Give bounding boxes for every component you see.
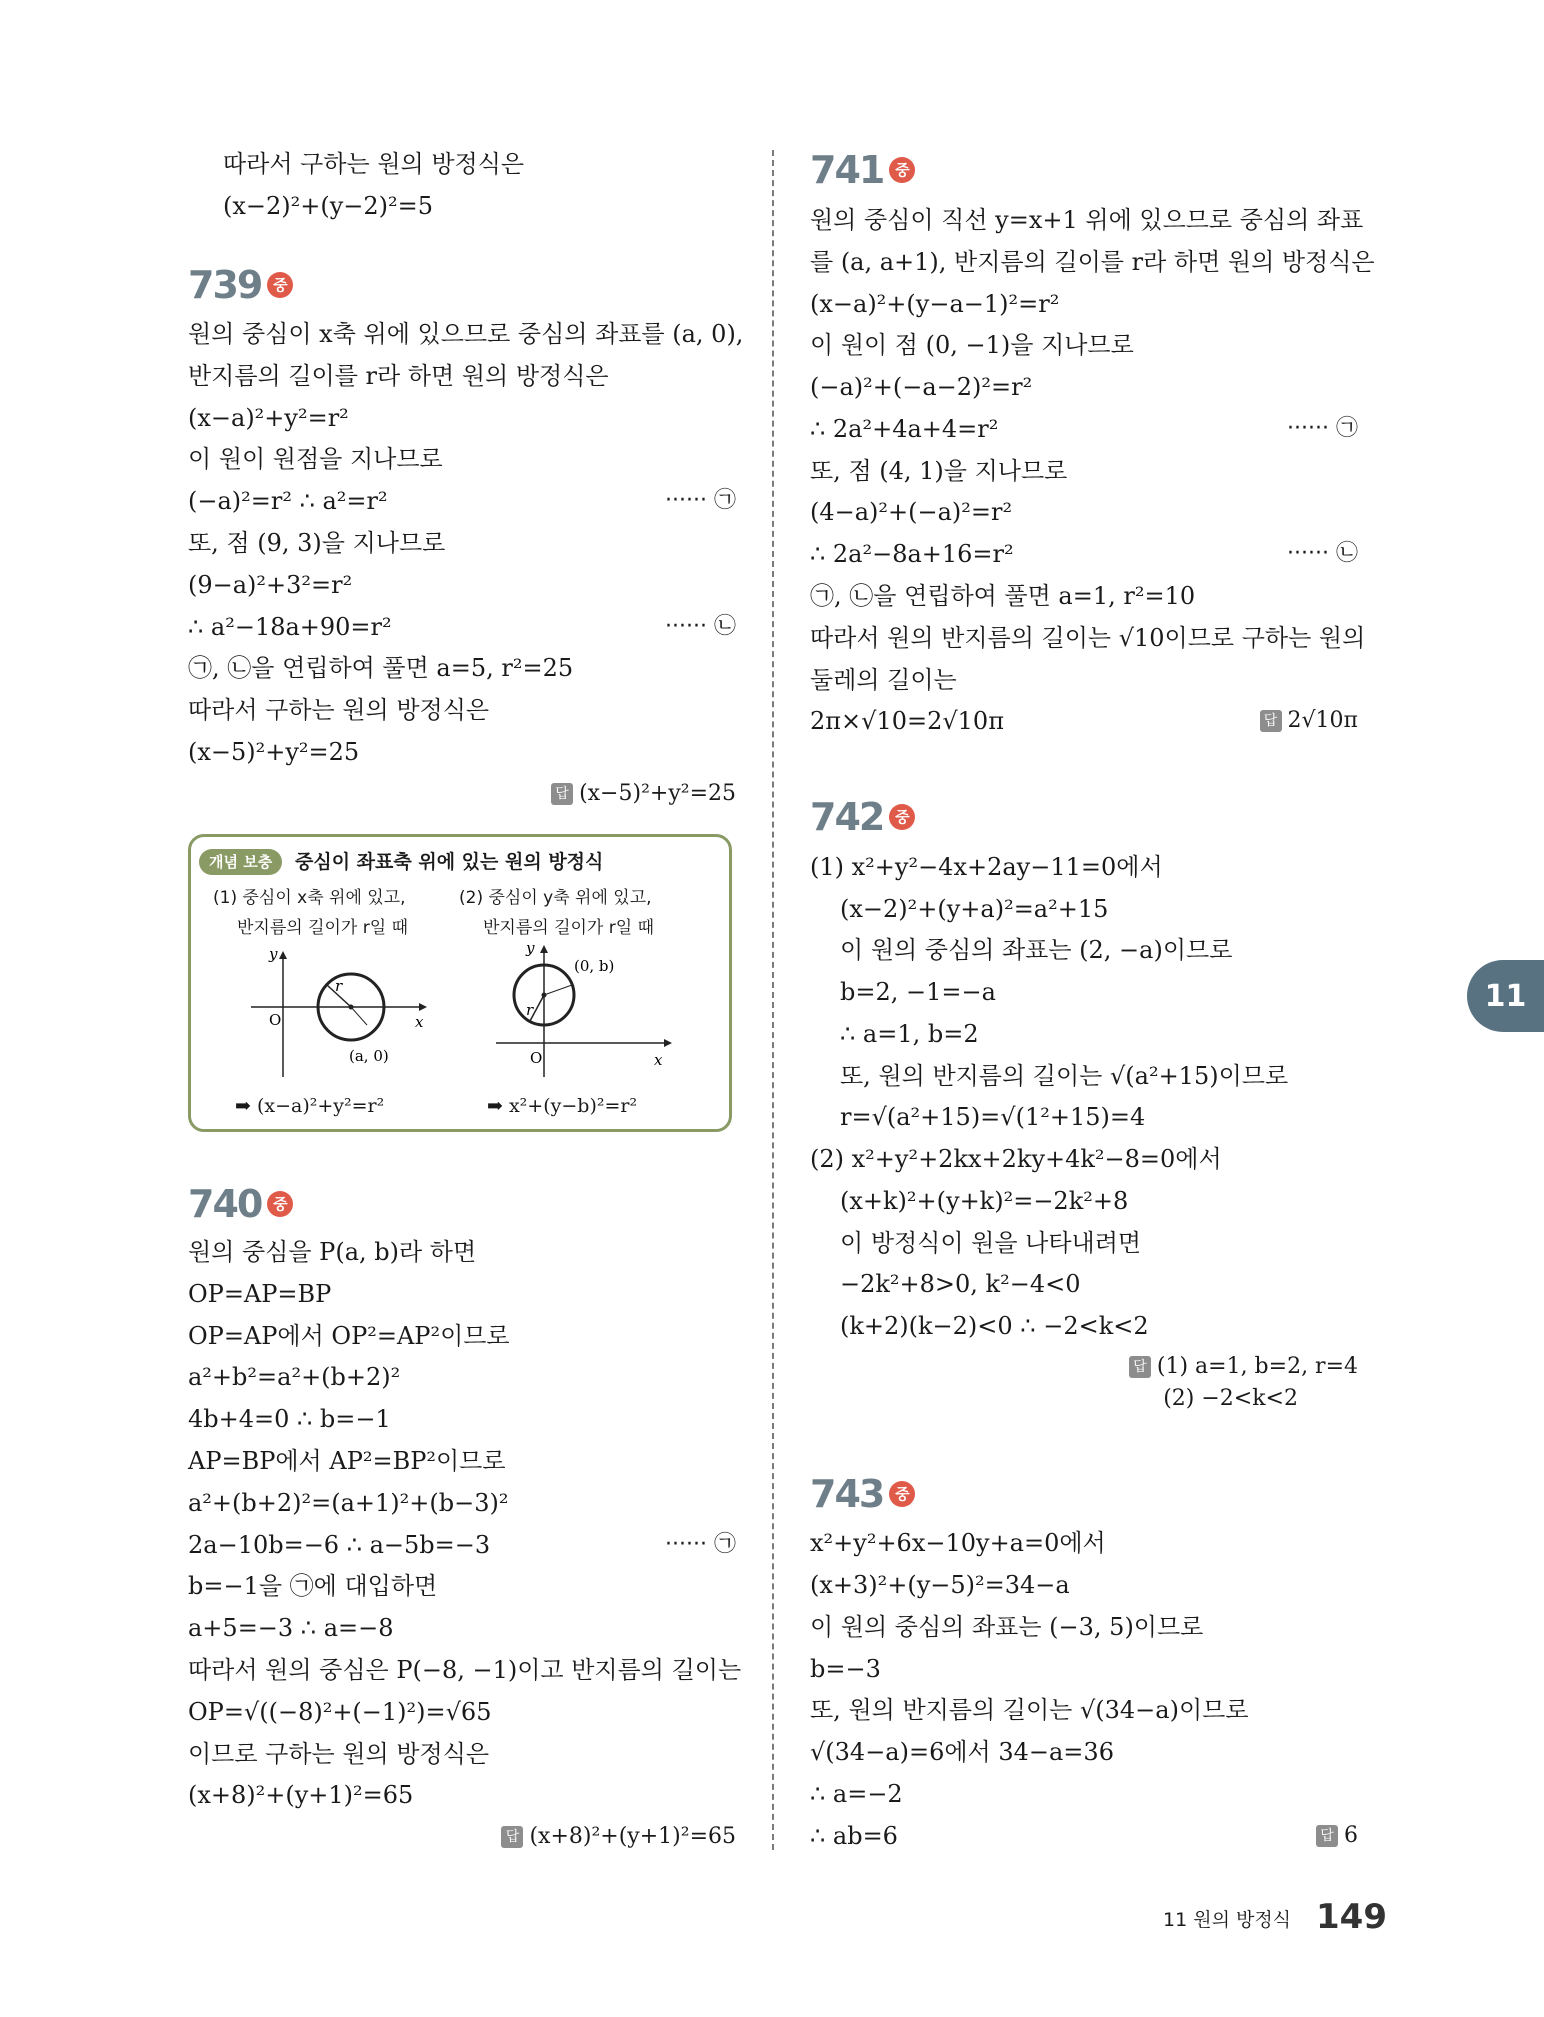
answer xyxy=(1316,1821,1358,1851)
text-line: a²+(b+2)²=(a+1)²+(b−3)² xyxy=(188,1489,509,1517)
text-line: a²+b²=a²+(b+2)² xyxy=(188,1363,401,1391)
text-line: ∴ a=1, b=2 xyxy=(840,1020,979,1048)
problem-number-741 xyxy=(810,146,915,194)
text-line: (k+2)(k−2)<0 ∴ −2<k<2 xyxy=(840,1312,1149,1340)
answer-text: 6 xyxy=(1344,1823,1358,1848)
text-line: 이므로 구하는 원의 방정식은 xyxy=(188,1740,490,1768)
text-line: (x−2)²+(y+a)²=a²+15 xyxy=(840,895,1109,923)
case2-line: 반지름의 길이가 r일 때 xyxy=(483,918,654,938)
column-divider xyxy=(772,150,774,1850)
problem-number: 743 xyxy=(810,1472,884,1516)
concept-title: 중심이 좌표축 위에 있는 원의 방정식 xyxy=(295,851,604,873)
problem-number: 742 xyxy=(810,795,884,839)
text-line: 따라서 구하는 원의 방정식은 xyxy=(188,696,490,724)
equation-mark: ······ ㉠ xyxy=(665,488,736,513)
difficulty-badge: 중 xyxy=(889,157,915,183)
equation-mark: ······ ㉠ xyxy=(665,1532,736,1557)
text-line: (x+k)²+(y+k)²=−2k²+8 xyxy=(840,1187,1129,1215)
equation-mark: ······ ㉡ xyxy=(1287,541,1358,566)
text-line: 이 원의 중심의 좌표는 (−3, 5)이므로 xyxy=(810,1613,1204,1641)
text-line: −2k²+8>0, k²−4<0 xyxy=(840,1270,1081,1298)
text-line: b=2, −1=−a xyxy=(840,978,996,1006)
case2-line: (2) 중심이 y축 위에 있고, xyxy=(459,888,652,908)
text-line: 또, 점 (9, 3)을 지나므로 xyxy=(188,529,446,557)
text-line: OP=AP=BP xyxy=(188,1280,332,1308)
text-line: (4−a)²+(−a)²=r² xyxy=(810,498,1013,526)
text-line: ∴ ab=6 xyxy=(810,1822,898,1850)
text-line: ∴ 2a²+4a+4=r² xyxy=(810,415,999,443)
text-line: (x+8)²+(y+1)²=65 xyxy=(188,1781,414,1809)
text-line: 원의 중심이 x축 위에 있으므로 중심의 좌표를 (a, 0), xyxy=(188,320,744,348)
problem-number-742 xyxy=(810,793,915,841)
answer xyxy=(501,1822,736,1852)
text-line: 원의 중심을 P(a, b)라 하면 xyxy=(188,1238,477,1266)
text-line: AP=BP에서 AP²=BP²이므로 xyxy=(188,1447,506,1475)
y-axis-label: y xyxy=(526,943,535,957)
text-line: b=−3 xyxy=(810,1655,881,1683)
text-line: 4b+4=0 ∴ b=−1 xyxy=(188,1405,391,1433)
equation-mark: ······ ㉡ xyxy=(665,614,736,639)
page-number: 149 xyxy=(1316,1897,1387,1937)
chapter-tab: 11 xyxy=(1467,960,1544,1032)
text-line: r=√(a²+15)=√(1²+15)=4 xyxy=(840,1103,1146,1131)
center-label: (a, 0) xyxy=(349,1047,389,1065)
origin-label: O xyxy=(269,1011,282,1029)
text-line: ∴ a²−18a+90=r² xyxy=(188,613,392,641)
x-axis-label: x xyxy=(415,1013,424,1031)
text-line: (9−a)²+3²=r² xyxy=(188,571,353,599)
text-line: (2) x²+y²+2kx+2ky+4k²−8=0에서 xyxy=(810,1145,1222,1173)
answer-icon: 답 xyxy=(1316,1825,1338,1847)
problem-number-740 xyxy=(188,1180,293,1228)
answer-text: 2√10π xyxy=(1287,708,1358,733)
text-line: 둘레의 길이는 xyxy=(810,666,957,694)
answer-line-2: (2) −2<k<2 xyxy=(1163,1386,1298,1411)
text-line: 따라서 원의 반지름의 길이는 √10이므로 구하는 원의 xyxy=(810,624,1366,652)
text-line: 2a−10b=−6 ∴ a−5b=−3 xyxy=(188,1531,491,1559)
text-line: 또, 점 (4, 1)을 지나므로 xyxy=(810,457,1068,485)
y-axis-label: y xyxy=(269,949,278,963)
text-line: (x−5)²+y²=25 xyxy=(188,738,360,766)
text-line: √(34−a)=6에서 34−a=36 xyxy=(810,1738,1114,1766)
origin-label: O xyxy=(530,1049,543,1067)
text-line: 또, 원의 반지름의 길이는 √(34−a)이므로 xyxy=(810,1696,1249,1724)
problem-number: 741 xyxy=(810,148,884,192)
text-line: (−a)²+(−a−2)²=r² xyxy=(810,373,1033,401)
text-line: (−a)²=r² ∴ a²=r² xyxy=(188,487,388,515)
text-line: 이 방정식이 원을 나타내려면 xyxy=(840,1229,1142,1257)
difficulty-badge: 중 xyxy=(889,1481,915,1507)
text-line: 이 원의 중심의 좌표는 (2, −a)이므로 xyxy=(840,936,1233,964)
answer-text: (1) a=1, b=2, r=4 xyxy=(1156,1354,1358,1379)
answer-icon: 답 xyxy=(501,1826,523,1848)
text-line: 따라서 구하는 원의 방정식은 xyxy=(223,150,525,178)
text-line: 따라서 원의 중심은 P(−8, −1)이고 반지름의 길이는 xyxy=(188,1656,742,1684)
result1: ➡ (x−a)²+y²=r² xyxy=(235,1095,385,1117)
answer-icon: 답 xyxy=(1129,1356,1151,1378)
concept-box xyxy=(188,834,732,1132)
text-line: 이 원이 점 (0, −1)을 지나므로 xyxy=(810,331,1134,359)
text-line: (x−a)²+(y−a−1)²=r² xyxy=(810,290,1060,318)
text-line: (x−a)²+y²=r² xyxy=(188,404,349,432)
text-line: b=−1을 ㉠에 대입하면 xyxy=(188,1572,438,1600)
text-line: 를 (a, a+1), 반지름의 길이를 r라 하면 원의 방정식은 xyxy=(810,248,1375,276)
answer-icon: 답 xyxy=(1260,710,1282,732)
difficulty-badge: 중 xyxy=(889,804,915,830)
text-line: ㉠, ㉡을 연립하여 풀면 a=1, r²=10 xyxy=(810,582,1196,610)
x-axis-label: x xyxy=(654,1051,663,1069)
text-line: OP=AP에서 OP²=AP²이므로 xyxy=(188,1322,510,1350)
case1-line: 반지름의 길이가 r일 때 xyxy=(237,918,408,938)
difficulty-badge: 중 xyxy=(267,272,293,298)
text-line: 2π×√10=2√10π xyxy=(810,707,1004,735)
text-line: (x−2)²+(y−2)²=5 xyxy=(223,192,434,220)
text-line: 또, 원의 반지름의 길이는 √(a²+15)이므로 xyxy=(840,1062,1289,1090)
text-line: ∴ 2a²−8a+16=r² xyxy=(810,540,1014,568)
text-line: ㉠, ㉡을 연립하여 풀면 a=5, r²=25 xyxy=(188,654,574,682)
problem-number: 740 xyxy=(188,1182,262,1226)
problem-number: 739 xyxy=(188,263,262,307)
text-line: 반지름의 길이를 r라 하면 원의 방정식은 xyxy=(188,362,609,390)
footer-chapter: 11 원의 방정식 xyxy=(1163,1909,1292,1931)
problem-number-739 xyxy=(188,261,293,309)
radius-label: r xyxy=(526,1001,534,1019)
figure-circle-x-axis xyxy=(251,949,431,1079)
radius-label: r xyxy=(335,977,343,995)
text-line: (1) x²+y²−4x+2ay−11=0에서 xyxy=(810,853,1163,881)
center-label: (0, b) xyxy=(574,957,615,975)
text-line: 원의 중심이 직선 y=x+1 위에 있으므로 중심의 좌표 xyxy=(810,206,1364,234)
text-line: OP=√((−8)²+(−1)²)=√65 xyxy=(188,1698,492,1726)
text-line: ∴ a=−2 xyxy=(810,1780,903,1808)
figure-circle-y-axis xyxy=(496,943,676,1079)
answer xyxy=(1129,1352,1358,1382)
difficulty-badge: 중 xyxy=(267,1191,293,1217)
answer xyxy=(551,779,736,809)
answer-text: (x+8)²+(y+1)²=65 xyxy=(529,1824,736,1849)
text-line: (x+3)²+(y−5)²=34−a xyxy=(810,1571,1070,1599)
answer-text: (x−5)²+y²=25 xyxy=(579,781,736,806)
text-line: x²+y²+6x−10y+a=0에서 xyxy=(810,1529,1106,1557)
text-line: a+5=−3 ∴ a=−8 xyxy=(188,1614,394,1642)
equation-mark: ······ ㉠ xyxy=(1287,416,1358,441)
concept-tag: 개념 보충 xyxy=(199,849,282,875)
answer xyxy=(1260,706,1358,736)
answer-icon: 답 xyxy=(551,783,573,805)
case1-line: (1) 중심이 x축 위에 있고, xyxy=(213,888,406,908)
text-line: 이 원이 원점을 지나므로 xyxy=(188,445,443,473)
result2: ➡ x²+(y−b)²=r² xyxy=(487,1095,638,1117)
problem-number-743 xyxy=(810,1470,915,1518)
